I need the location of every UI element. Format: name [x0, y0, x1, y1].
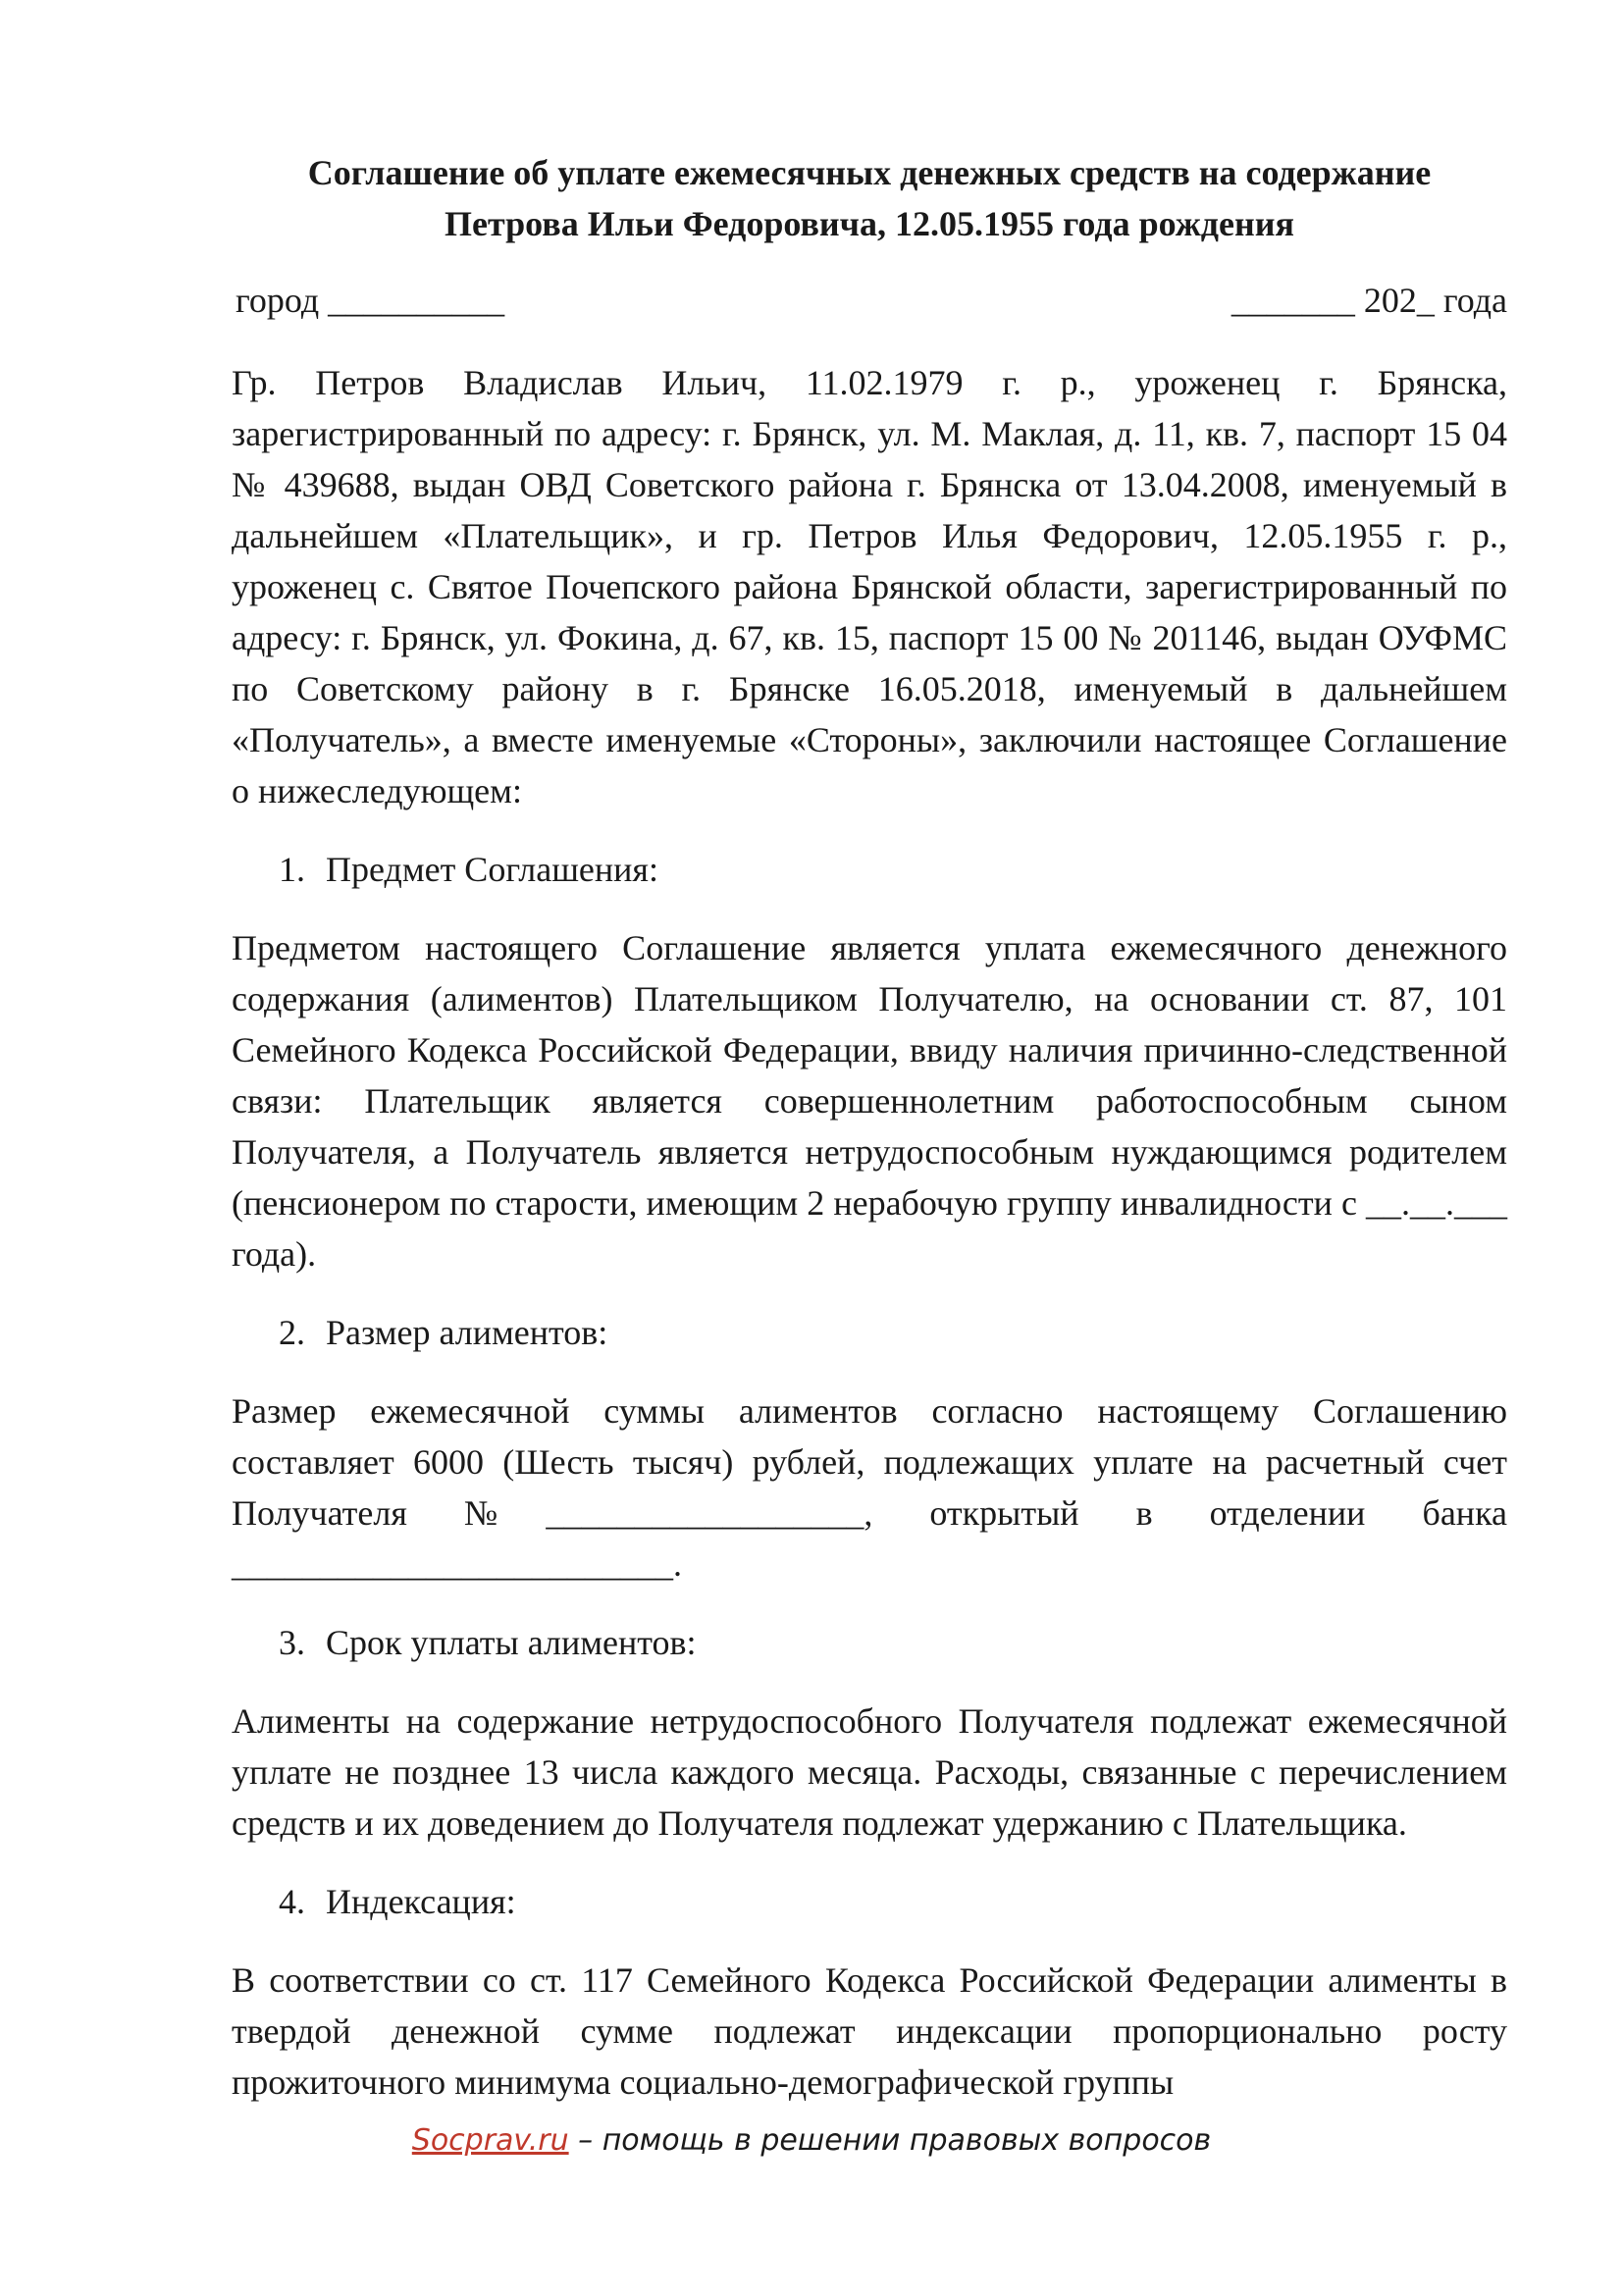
section-1-heading [279, 844, 1507, 895]
section-4-title: Индексация: [326, 1882, 516, 1921]
section-1-text: Предметом настоящего Соглашение является уплата ежемесячного денежного содержания (алиментов) Плательщиком Получателю, на основании ст. 87, 101 Семейного Кодекса Российской Федерации, ввиду наличия причинно-следственной связи: Плательщик является совершеннолетним работоспособным сыном Получателя, а Получатель является нетрудоспособным нуждающимся родителем (пенсионером по старости, имеющим 2 нерабочую группу инвалидности с __.__.___ года). [232, 928, 1507, 1274]
section-4-text: В соответствии со ст. 117 Семейного Кодекса Российской Федерации алименты в твердой денежной сумме подлежат индексации пропорционально росту прожиточного минимума социально-демографической группы [232, 1960, 1507, 2102]
section-1-title: Предмет Соглашения: [326, 850, 658, 889]
section-3-text: Алименты на содержание нетрудоспособного Получателя подлежат ежемесячной уплате не позднее 13 числа каждого месяца. Расходы, связанные с перечислением средств и их доведением до Получателя подлежат удержанию с Плательщика. [232, 1701, 1507, 1843]
section-2-number: 2. [279, 1313, 305, 1352]
section-4-number: 4. [279, 1882, 305, 1921]
section-4-heading [279, 1876, 1507, 1927]
title-line-2: Петрова Ильи Федоровича, 12.05.1955 года рождения [445, 204, 1294, 243]
intro-paragraph: Гр. Петров Владислав Ильич, 11.02.1979 г. р., уроженец г. Брянска, зарегистрированный по адресу: г. Брянск, ул. М. Маклая, д. 11, кв. 7, паспорт 15 04 № 439688, выдан ОВД Советского района г. Брянска от 13.04.2008, именуемый в дальнейшем «Плательщик», и гр. Петров Илья Федорович, 12.05.1955 г. р., уроженец с. Святое Почепского района Брянской области, зарегистрированный по адресу: г. Брянск, ул. Фокина, д. 67, кв. 15, паспорт 15 00 № 201146, выдан ОУФМС по Советскому району в г. Брянске 16.05.2018, именуемый в дальнейшем «Получатель», а вместе именуемые «Стороны», заключили настоящее Соглашение о нижеследующем: [232, 363, 1507, 810]
date-field: _______ 202_ года [1230, 281, 1507, 320]
section-2-heading [279, 1307, 1507, 1358]
document-page [232, 147, 1507, 2108]
section-3-title: Срок уплаты алиментов: [326, 1623, 697, 1662]
section-1-number: 1. [279, 850, 305, 889]
section-3-heading [279, 1617, 1507, 1668]
title-line-1: Соглашение об уплате ежемесячных денежных средств на содержание [307, 153, 1432, 192]
document-title [232, 147, 1507, 249]
page-footer [0, 2119, 1623, 2163]
section-2-title: Размер алиментов: [326, 1313, 608, 1352]
section-2-text: Размер ежемесячной суммы алиментов согласно настоящему Соглашению составляет 6000 (Шесть тысяч) рублей, подлежащих уплате на расчетный счет Получателя №__________________, открытый в отделении банка _________________________. [232, 1391, 1507, 1584]
section-3-number: 3. [279, 1623, 305, 1662]
city-field: город __________ [236, 281, 505, 320]
place-date-line [232, 275, 1507, 326]
footer-site-link[interactable]: Socprav.ru [411, 2123, 569, 2158]
footer-tagline: – помощь в решении правовых вопросов [568, 2123, 1212, 2158]
